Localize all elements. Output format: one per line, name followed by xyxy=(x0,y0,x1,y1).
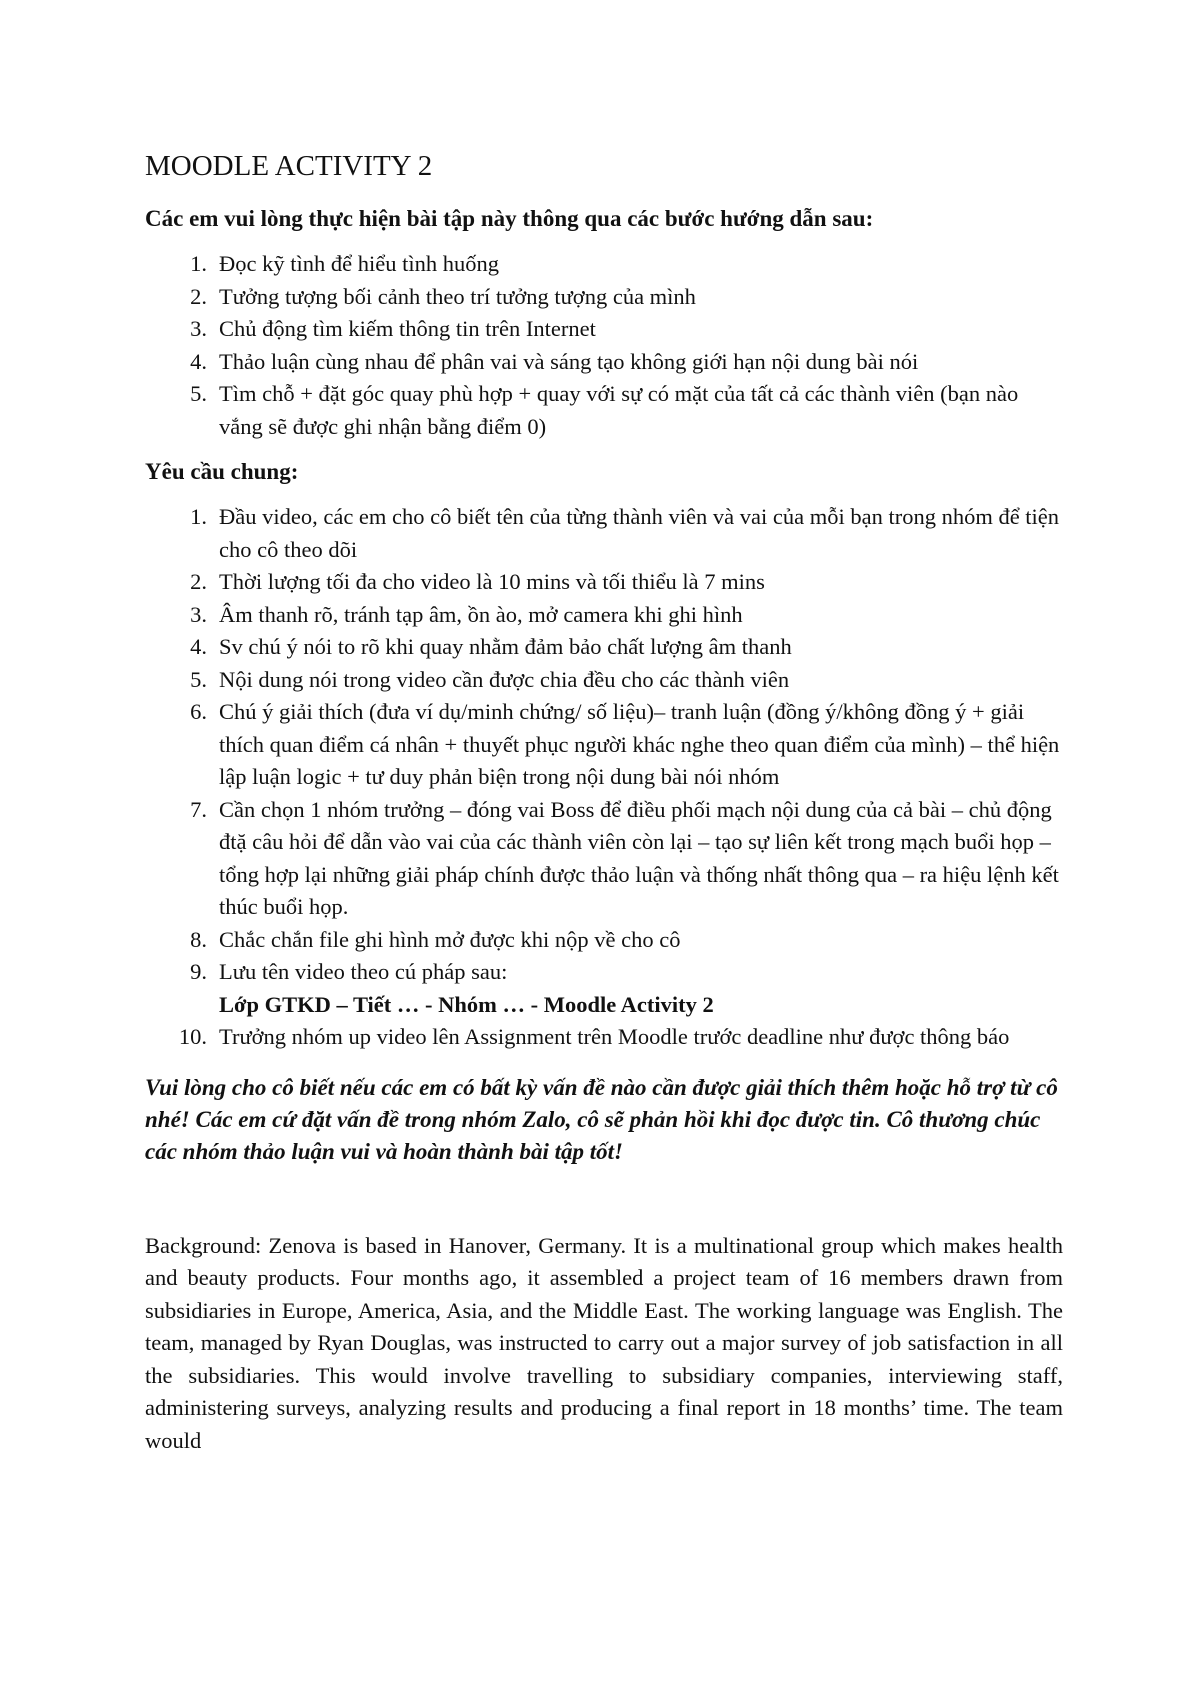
list-number: 5. xyxy=(190,666,207,692)
list-number: 9. xyxy=(190,959,207,984)
list-text: Thời lượng tối đa cho video là 10 mins và tối thiểu là 7 mins xyxy=(219,569,765,594)
list-number: 1. xyxy=(190,251,207,276)
list-number: 3. xyxy=(190,316,207,341)
list-item xyxy=(145,281,1063,314)
requirements-heading: Yêu cầu chung: xyxy=(145,459,299,484)
list-text: Cần chọn 1 nhóm trưởng – đóng vai Boss để điều phối mạch nội dung của cả bài – chủ động đtặ câu hỏi để dẫn vào vai của các thành viên còn lại – tạo sự liên kết trong mạch buổi họp – tổng hợp lại những giải pháp chính được thảo luận và thống nhất thông qua – ra hiệu lệnh kết thúc buổi họp. xyxy=(219,796,1059,919)
list-item xyxy=(145,566,1063,599)
list-item xyxy=(145,794,1063,924)
list-number: 4. xyxy=(190,634,207,659)
instructions-intro: Các em vui lòng thực hiện bài tập này thông qua các bước hướng dẫn sau: xyxy=(145,206,874,231)
list-number: 2. xyxy=(190,283,207,309)
list-number: 6. xyxy=(190,699,207,724)
list-text: Đọc kỹ tình để hiểu tình huống xyxy=(219,251,499,276)
list-item xyxy=(145,956,1063,1021)
list-item xyxy=(145,248,1063,281)
list-number: 10. xyxy=(178,1024,207,1049)
list-item xyxy=(145,696,1063,794)
steps-list xyxy=(145,248,1063,443)
list-item xyxy=(145,1021,1063,1054)
list-text: Nội dung nói trong video cần được chia đều cho các thành viên xyxy=(219,666,790,692)
list-number: 8. xyxy=(190,926,207,952)
list-text: Lưu tên video theo cú pháp sau: xyxy=(219,959,508,984)
list-item xyxy=(145,664,1063,697)
list-text: Trưởng nhóm up video lên Assignment trên Moodle trước deadline như được thông báo xyxy=(219,1024,1010,1049)
list-number: 1. xyxy=(190,504,207,529)
list-item xyxy=(145,631,1063,664)
list-text: Tưởng tượng bối cảnh theo trí tưởng tượng của mình xyxy=(219,283,696,309)
list-item xyxy=(145,313,1063,346)
background-paragraph: Background: Zenova is based in Hanover, Germany. It is a multinational group which makes health and beauty products. Four months ago, it assembled a project team of 16 members drawn from subsidiaries in Europe, America, Asia, and the Middle East. The working language was English. The team, managed by Ryan Douglas, was instructed to carry out a major survey of job satisfaction in all the subsidiaries. This would involve travelling to subsidiary companies, interviewing staff, administering surveys, analyzing results and producing a final report in 18 months’ time. The team would xyxy=(145,1232,1063,1453)
list-item xyxy=(145,924,1063,957)
closing-note: Vui lòng cho cô biết nếu các em có bất kỳ vấn đề nào cần được giải thích thêm hoặc hỗ trợ từ cô nhé! Các em cứ đặt vấn đề trong nhóm Zalo, cô sẽ phản hồi khi đọc được tin. Cô thương chúc các nhóm thảo luận vui và hoàn thành bài tập tốt! xyxy=(145,1074,1058,1164)
list-item xyxy=(145,501,1063,566)
list-number: 3. xyxy=(190,601,207,627)
list-number: 7. xyxy=(190,796,207,822)
list-text: Âm thanh rõ, tránh tạp âm, ồn ào, mở camera khi ghi hình xyxy=(219,601,743,627)
list-number: 5. xyxy=(190,381,207,406)
list-text: Tìm chỗ + đặt góc quay phù hợp + quay với sự có mặt của tất cả các thành viên (bạn nào vắng sẽ được ghi nhận bằng điểm 0) xyxy=(219,381,1019,439)
list-text: Chắc chắn file ghi hình mở được khi nộp về cho cô xyxy=(219,926,681,952)
list-item xyxy=(145,378,1063,443)
list-text: Sv chú ý nói to rõ khi quay nhằm đảm bảo chất lượng âm thanh xyxy=(219,634,792,659)
list-text: Đầu video, các em cho cô biết tên của từng thành viên và vai của mỗi bạn trong nhóm để tiện cho cô theo dõi xyxy=(219,504,1060,562)
list-number: 4. xyxy=(190,348,207,374)
list-item xyxy=(145,346,1063,379)
list-item xyxy=(145,599,1063,632)
filename-syntax: Lớp GTKD – Tiết … - Nhóm … - Moodle Activity 2 xyxy=(219,991,714,1017)
list-number: 2. xyxy=(190,569,207,594)
list-text: Chú ý giải thích (đưa ví dụ/minh chứng/ số liệu)– tranh luận (đồng ý/không đồng ý + giải thích quan điểm cá nhân + thuyết phục người khác nghe theo quan điểm của mình) – thể hiện lập luận logic + tư duy phản biện trong nội dung bài nói nhóm xyxy=(219,699,1060,789)
list-text: Chủ động tìm kiếm thông tin trên Internet xyxy=(219,316,596,341)
requirements-list xyxy=(145,501,1063,1054)
document-title: MOODLE ACTIVITY 2 xyxy=(145,150,433,182)
list-text: Thảo luận cùng nhau để phân vai và sáng tạo không giới hạn nội dung bài nói xyxy=(219,348,919,374)
